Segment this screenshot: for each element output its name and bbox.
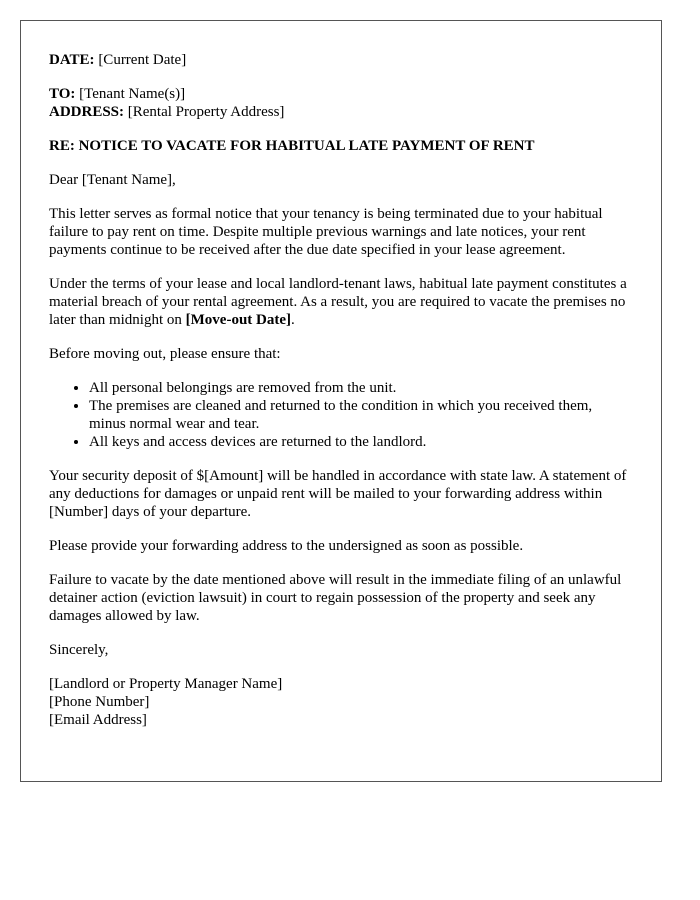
signature-name: [Landlord or Property Manager Name] <box>49 676 283 692</box>
paragraph-forwarding: Please provide your forwarding address to the undersigned as soon as possible. <box>49 538 524 554</box>
list-item: • The premises are cleaned and returned to the condition in which you received them, minus normal wear and tear. <box>89 397 632 433</box>
list-item: • All keys and access devices are returned to the landlord. <box>89 433 632 451</box>
to-label: TO: <box>49 86 76 102</box>
paragraph-breach <box>49 275 632 329</box>
paragraph-checklist-intro: Before moving out, please ensure that: <box>49 346 281 362</box>
salutation: Dear [Tenant Name], <box>49 172 176 188</box>
recipient-block <box>49 85 632 121</box>
paragraph-deposit: Your security deposit of $[Amount] will be handled in accordance with state law. A statement of any deductions for damages or unpaid rent will be mailed to your forwarding address within [Number] days of your departure. <box>49 468 627 520</box>
breach-end: . <box>291 312 295 328</box>
signature-email: [Email Address] <box>49 712 147 728</box>
closing: Sincerely, <box>49 642 109 658</box>
letter <box>20 20 662 782</box>
date-value: [Current Date] <box>98 52 187 68</box>
to-value: [Tenant Name(s)] <box>79 86 186 102</box>
signature-block <box>49 675 632 729</box>
paragraph-termination: This letter serves as formal notice that your tenancy is being terminated due to your habitual failure to pay rent on time. Despite multiple previous warnings and late notices, your rent payments continue to be received after the due date specified in your lease agreement. <box>49 206 603 258</box>
move-out-date: [Move-out Date] <box>185 312 292 328</box>
signature-phone: [Phone Number] <box>49 694 150 710</box>
move-out-checklist <box>49 379 632 451</box>
date-label: DATE: <box>49 52 95 68</box>
subject-text: RE: NOTICE TO VACATE FOR HABITUAL LATE PAYMENT OF RENT <box>49 138 535 154</box>
date-line <box>49 51 632 69</box>
breach-text: Under the terms of your lease and local landlord-tenant laws, habitual late payment constitutes a material breach of your rental agreement. As a result, you are required to vacate the premises no later than midnight on <box>49 276 627 328</box>
address-value: [Rental Property Address] <box>127 104 285 120</box>
paragraph-warning: Failure to vacate by the date mentioned above will result in the immediate filing of an unlawful detainer action (eviction lawsuit) in court to regain possession of the property and seek any damages allowed by law. <box>49 572 622 624</box>
subject-line <box>49 137 632 155</box>
list-item: • All personal belongings are removed from the unit. <box>89 379 632 397</box>
address-label: ADDRESS: <box>49 104 125 120</box>
